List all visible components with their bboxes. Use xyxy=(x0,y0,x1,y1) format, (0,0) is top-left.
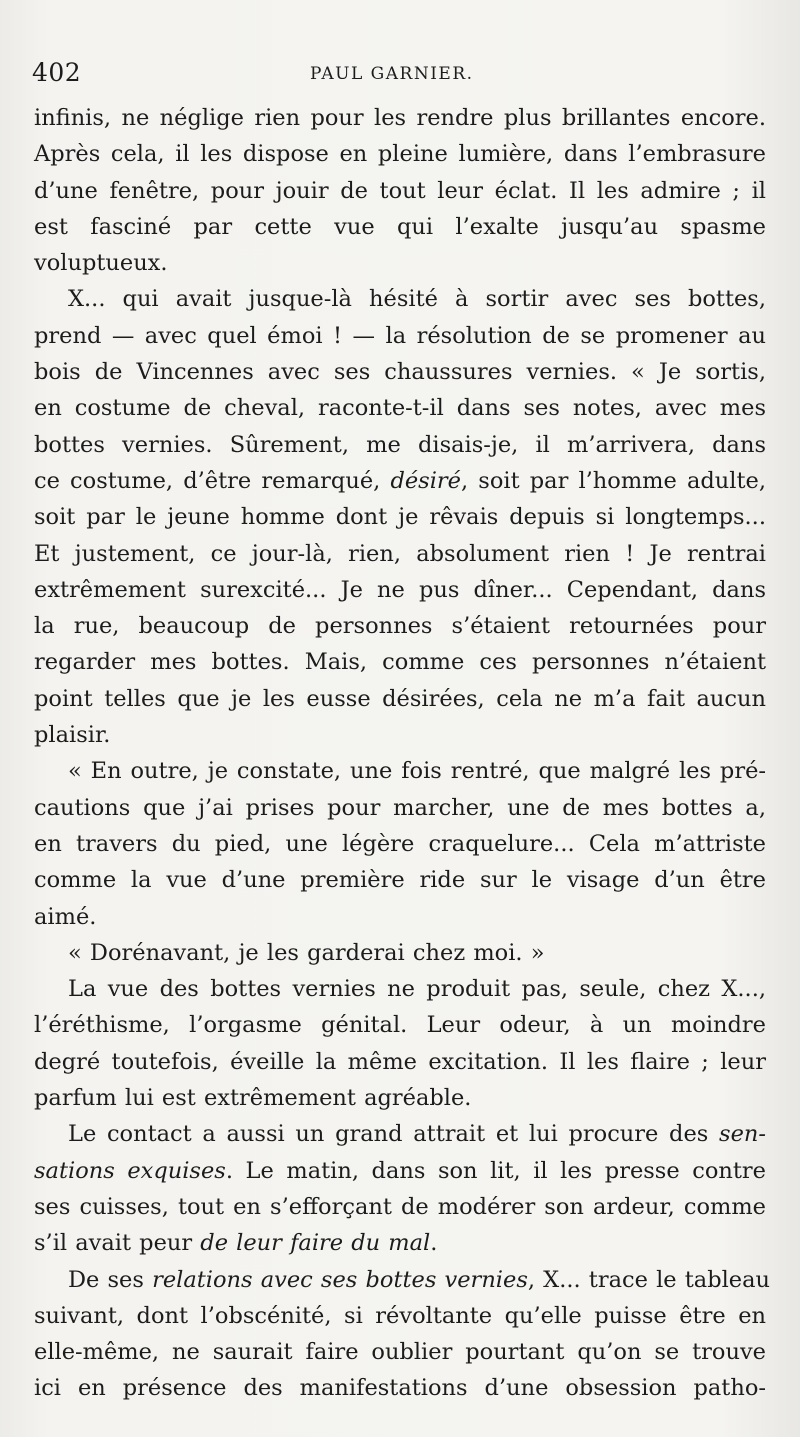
text-line: suivant, dont l’obscénité, si révoltante qu’elle puisse être en xyxy=(34,1302,766,1329)
text-line: soit par le jeune homme dont je rêvais depuis si longtemps... xyxy=(34,504,766,531)
italic-segment: relations avec ses bottes vernies xyxy=(152,1266,528,1293)
page-number: 402 xyxy=(32,58,82,87)
text-segment: , X... trace le tableau xyxy=(527,1266,771,1293)
italic-segment: sations exquises xyxy=(34,1157,226,1184)
text-line: infinis, ne néglige rien pour les rendre plus brillantes encore. xyxy=(34,105,766,131)
italic-segment: désiré xyxy=(390,467,461,494)
text-line: Après cela, il les dispose en pleine lumière, dans l’embrasure xyxy=(34,141,766,168)
text-line: X... qui avait jusque-là hésité à sortir avec ses bottes, xyxy=(68,286,766,313)
text-line: degré toutefois, éveille la même excitation. Il les flaire ; leur xyxy=(34,1048,766,1075)
text-line: ses cuisses, tout en s’efforçant de modérer son ardeur, comme xyxy=(34,1193,766,1220)
text-line: prend — avec quel émoi ! — la résolution de se promener au xyxy=(34,322,766,349)
text-line: en costume de cheval, raconte-t-il dans ses notes, avec mes xyxy=(34,395,766,422)
text-line: bottes vernies. Sûrement, me disais-je, il m’arrivera, dans xyxy=(34,431,766,458)
text-line: voluptueux. xyxy=(34,250,168,277)
text-line: cautions que j’ai prises pour marcher, une de mes bottes a, xyxy=(34,794,766,821)
italic-segment: de leur faire du mal xyxy=(200,1230,431,1257)
running-head: PAUL GARNIER. xyxy=(310,64,474,84)
text-line xyxy=(34,1116,766,1152)
text-line: « En outre, je constate, une fois rentré, que malgré les pré- xyxy=(68,758,766,785)
text-line: « Dorénavant, je les garderai chez moi. » xyxy=(68,939,545,966)
text-segment: . xyxy=(430,1230,438,1257)
text-segment: . Le matin, dans son lit, il les presse contre xyxy=(225,1157,766,1184)
text-line xyxy=(34,1153,766,1189)
text-segment: , soit par l’homme adulte, xyxy=(460,467,766,494)
text-line: l’éréthisme, l’orgasme génital. Leur odeur, à un moindre xyxy=(34,1012,766,1039)
text-line: aimé. xyxy=(34,903,97,930)
italic-segment: sen- xyxy=(719,1121,766,1148)
text-segment: s’il avait peur xyxy=(34,1230,201,1257)
text-line xyxy=(34,1225,766,1261)
text-line: point telles que je les eusse désirées, cela ne m’a fait aucun xyxy=(34,685,766,712)
text-line: parfum lui est extrêmement agréable. xyxy=(34,1085,472,1112)
text-segment: ce costume, d’être remarqué, xyxy=(34,467,391,494)
text-segment: Le contact a aussi un grand attrait et lui procure des xyxy=(68,1121,720,1148)
text-line xyxy=(34,463,766,499)
text-line xyxy=(34,1262,771,1298)
text-line: plaisir. xyxy=(34,722,111,749)
text-line: extrêmement surexcité... Je ne pus dîner... Cependant, dans xyxy=(34,576,766,603)
text-line: comme la vue d’une première ride sur le visage d’un être xyxy=(34,867,766,894)
text-line: elle-même, ne saurait faire oublier pourtant qu’on se trouve xyxy=(34,1339,766,1366)
text-segment: De ses xyxy=(68,1266,153,1293)
text-line: est fasciné par cette vue qui l’exalte jusqu’au spasme xyxy=(34,213,766,240)
text-line: la rue, beaucoup de personnes s’étaient retournées pour xyxy=(34,613,766,640)
text-line: ici en présence des manifestations d’une obsession patho- xyxy=(34,1375,766,1402)
text-line: La vue des bottes vernies ne produit pas, seule, chez X..., xyxy=(68,976,766,1003)
text-line: d’une fenêtre, pour jouir de tout leur éclat. Il les admire ; il xyxy=(34,177,766,204)
page-header xyxy=(32,58,772,92)
text-line: regarder mes bottes. Mais, comme ces personnes n’étaient xyxy=(34,649,766,676)
text-line: en travers du pied, une légère craquelure... Cela m’attriste xyxy=(34,830,766,857)
body-text xyxy=(34,100,771,1407)
text-line: Et justement, ce jour-là, rien, absolument rien ! Je rentrai xyxy=(34,540,766,567)
text-line: bois de Vincennes avec ses chaussures vernies. « Je sortis, xyxy=(34,359,766,386)
